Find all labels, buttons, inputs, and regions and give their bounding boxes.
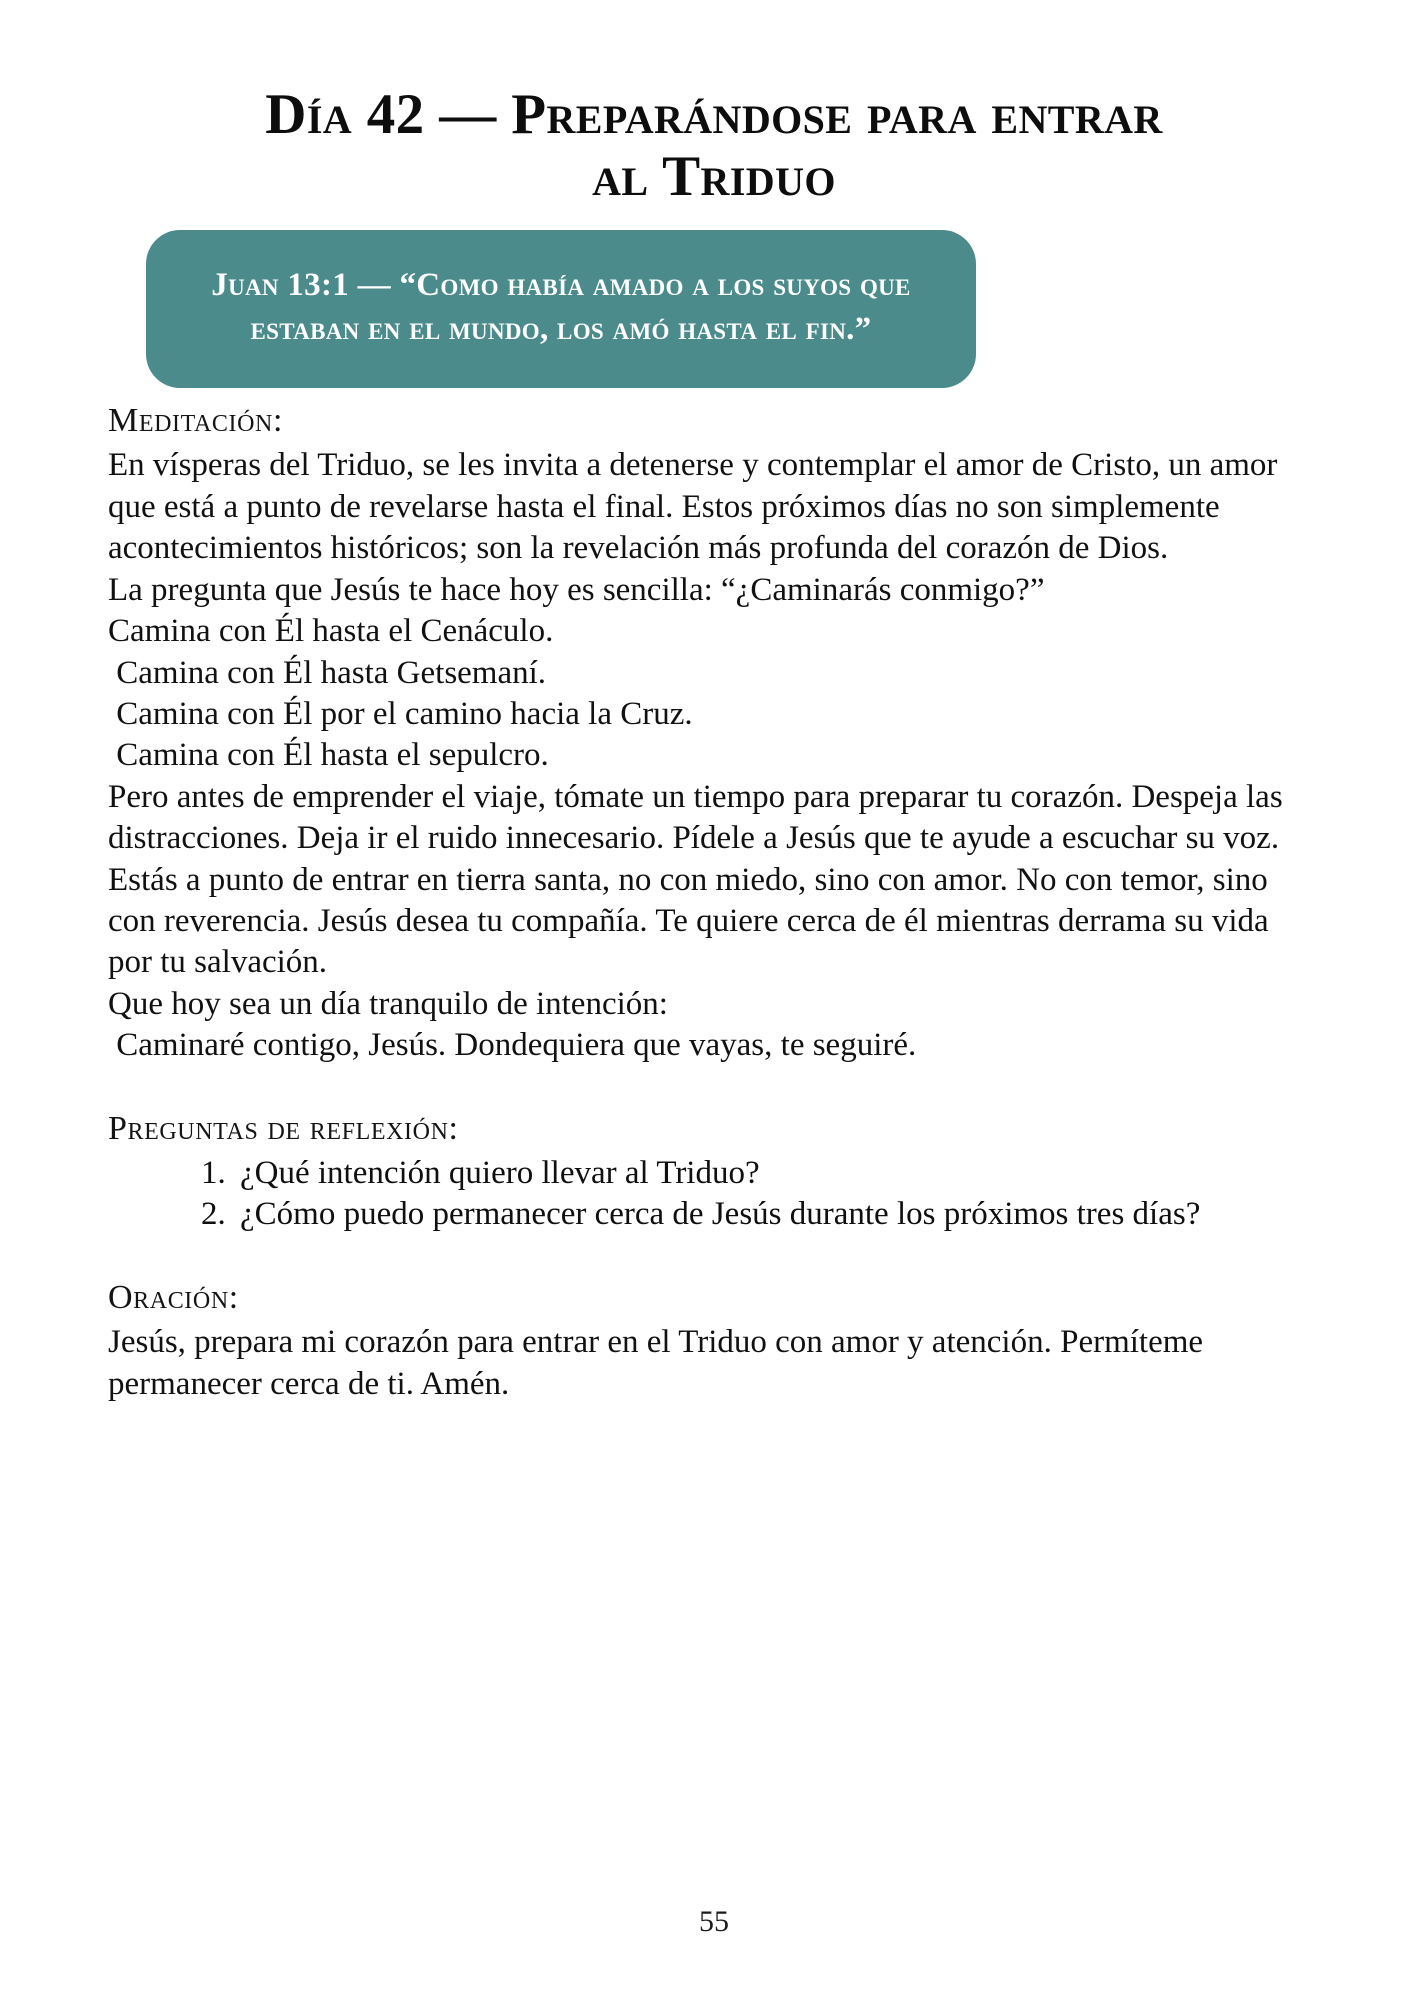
- meditation-paragraph: La pregunta que Jesús te hace hoy es sencilla: “¿Caminarás conmigo?”: [108, 571, 1045, 608]
- meditation-paragraph: En vísperas del Triduo, se les invita a detenerse y contemplar el amor de Cristo, un amor que está a punto de revelarse hasta el final. Estos próximos días no son simplemente acontecimientos históricos; son la revelación más profunda del corazón de Dios.: [108, 447, 1286, 567]
- reflection-heading: Preguntas de reflexión:: [108, 1109, 459, 1147]
- meditation-heading: Meditación:: [108, 402, 283, 439]
- list-item: 1. ¿Qué intención quiero llevar al Triduo?: [234, 1153, 1298, 1194]
- meditation-paragraph: Estás a punto de entrar en tierra santa, no con miedo, sino con amor. No con temor, sino con reverencia. Jesús desea tu compañía. Te quiere cerca de él mientras derrama su vida por tu salvación.: [108, 861, 1277, 981]
- meditation-paragraph: Caminaré contigo, Jesús. Dondequiera que vayas, te seguiré.: [108, 1027, 917, 1064]
- meditation-paragraph: Camina con Él hasta el sepulcro.: [108, 737, 549, 774]
- page-title-line-1: Día 42 — Preparándose para entrar: [265, 83, 1163, 147]
- prayer-heading: Oración:: [108, 1278, 239, 1316]
- meditation-paragraph: Camina con Él por el camino hacia la Cruz.: [108, 695, 693, 732]
- section-spacer: [108, 1067, 1298, 1108]
- section-spacer: [108, 1236, 1298, 1277]
- list-item: 2. ¿Cómo puedo permanecer cerca de Jesús durante los próximos tres días?: [234, 1194, 1298, 1235]
- page-title: [130, 84, 1298, 207]
- reflection-question-list: [108, 1153, 1298, 1236]
- scripture-verse-box: [146, 230, 976, 388]
- meditation-paragraph: Pero antes de emprender el viaje, tómate un tiempo para preparar tu corazón. Despeja las distracciones. Deja ir el ruido innecesario. Pídele a Jesús que te ayude a escuchar su voz.: [108, 778, 1291, 857]
- scripture-verse-text: Juan 13:1 — “Como había amado a los suyos que estaban en el mundo, los amó hasta el fin.”: [211, 266, 911, 347]
- meditation-paragraph: Camina con Él hasta Getsemaní.: [108, 654, 547, 691]
- page-title-line-2: al Triduo: [592, 144, 836, 208]
- meditation-paragraph: Que hoy sea un día tranquilo de intención:: [108, 985, 668, 1022]
- meditation-paragraph: Camina con Él hasta el Cenáculo.: [108, 613, 554, 650]
- page-content: [108, 400, 1298, 1405]
- prayer-paragraph: Jesús, prepara mi corazón para entrar en el Triduo con amor y atención. Permíteme permanecer cerca de ti. Amén.: [108, 1324, 1212, 1402]
- page-number: 55: [699, 1905, 729, 1938]
